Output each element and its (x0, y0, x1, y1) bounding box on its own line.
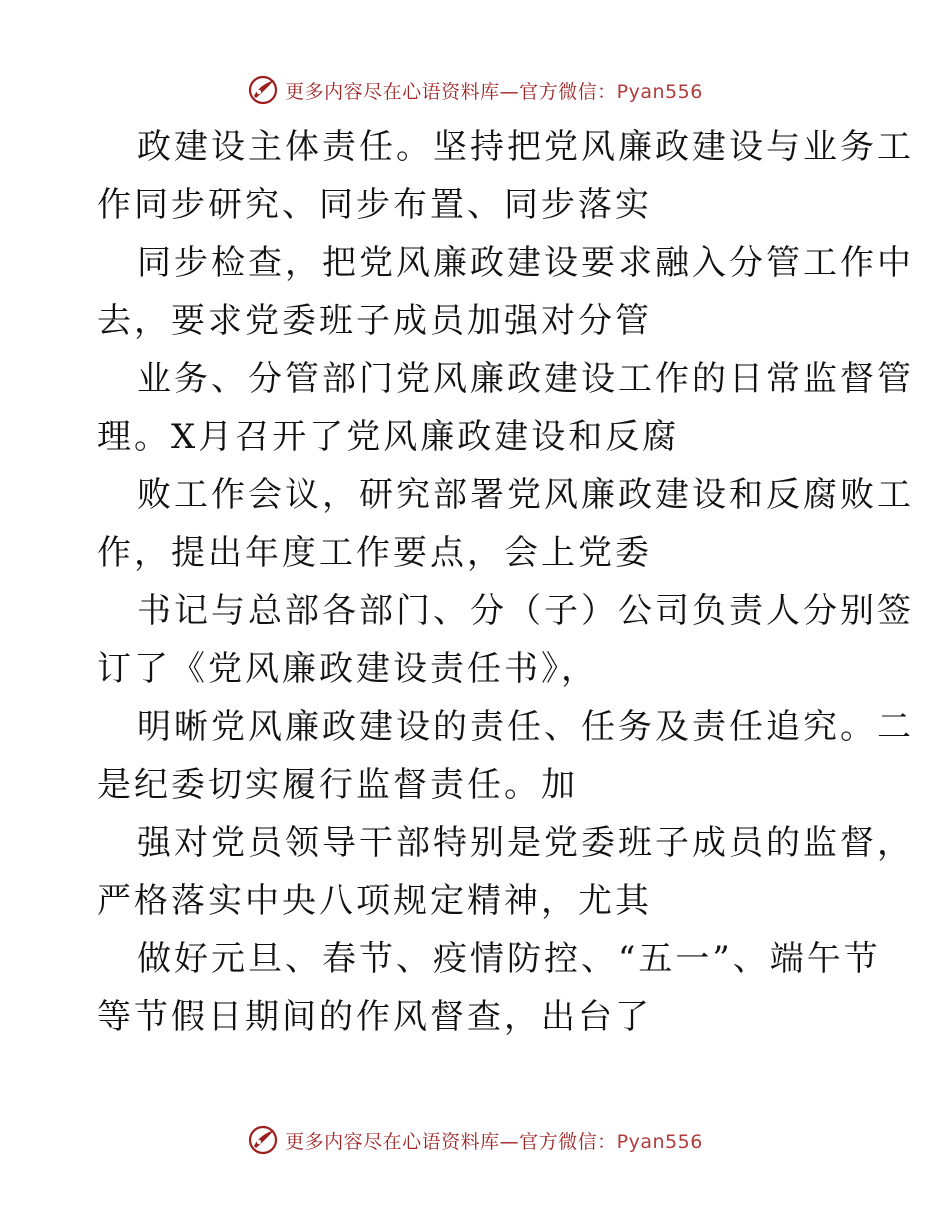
header-watermark (0, 70, 950, 110)
watermark-handle: Pyan556 (616, 80, 703, 103)
paragraph-line: 订了《党风廉政建设责任书》， (97, 649, 598, 689)
paragraph-line: 作同步研究、同步布置、同步落实 (97, 185, 652, 225)
paragraph-line: 做好元旦、春节、疫情防控、“五一”、端午节 (137, 939, 881, 979)
watermark-text (285, 77, 703, 104)
paragraph-line: 明晰党风廉政建设的责任、任务及责任追究。二 (137, 707, 914, 747)
watermark-brand: 更多内容尽在心语资料库—官方微信： (285, 80, 617, 103)
watermark-brand: 更多内容尽在心语资料库—官方微信： (285, 1130, 617, 1153)
stylized-pen-logo-icon (247, 1124, 279, 1156)
paragraph-line: 是纪委切实履行监督责任。加 (97, 765, 578, 805)
paragraph-line: 政建设主体责任。坚持把党风廉政建设与业务工 (137, 127, 914, 167)
stylized-pen-logo-icon (247, 74, 279, 106)
paragraph-line: 等节假日期间的作风督查，出台了 (97, 997, 652, 1037)
paragraph-line: 强对党员领导干部特别是党委班子成员的监督， (137, 823, 914, 863)
paragraph-line: 同步检查，把党风廉政建设要求融入分管工作中 (137, 243, 914, 283)
watermark-text (285, 1127, 703, 1154)
document-body (97, 118, 914, 1046)
paragraph-line: 书记与总部各部门、分（子）公司负责人分别签 (137, 591, 914, 631)
paragraph-line: 去，要求党委班子成员加强对分管 (97, 301, 652, 341)
paragraph-line: 严格落实中央八项规定精神，尤其 (97, 881, 652, 921)
paragraph-line: 败工作会议，研究部署党风廉政建设和反腐败工 (137, 475, 914, 515)
paragraph-line: 业务、分管部门党风廉政建设工作的日常监督管 (137, 359, 914, 399)
paragraph-line: 作，提出年度工作要点，会上党委 (97, 533, 652, 573)
paragraph-line: 理。X月召开了党风廉政建设和反腐 (97, 417, 680, 457)
footer-watermark (0, 1120, 950, 1160)
watermark-handle: Pyan556 (616, 1130, 703, 1153)
